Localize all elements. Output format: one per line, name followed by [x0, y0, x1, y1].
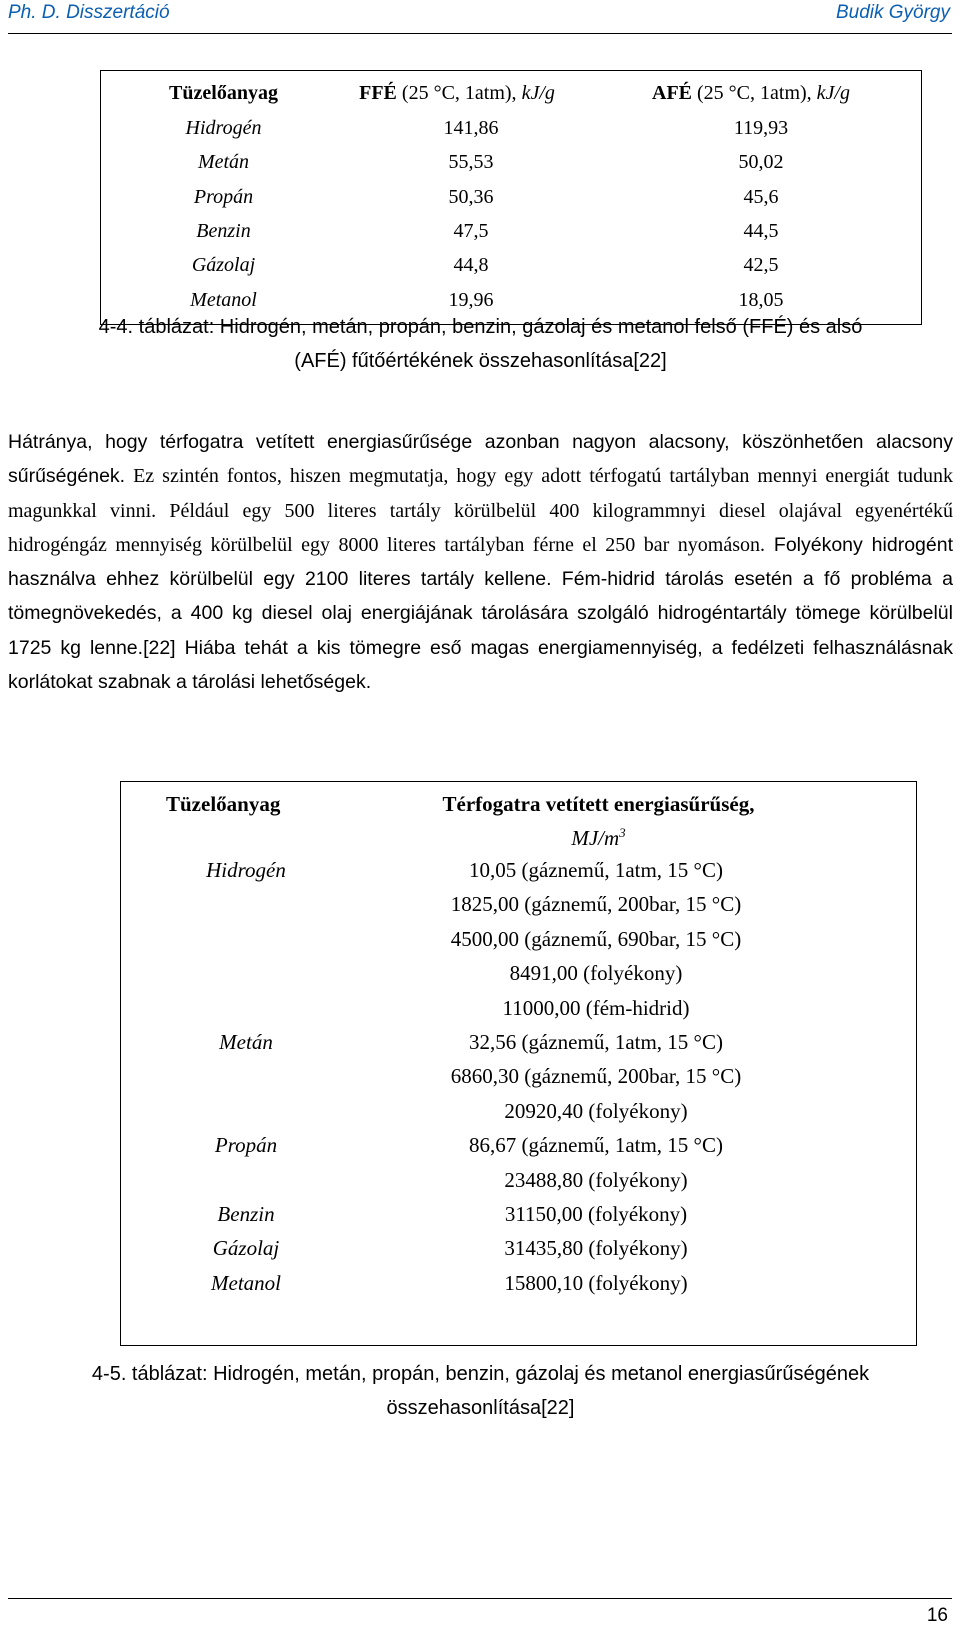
ffe-cell: 19,96: [448, 288, 494, 311]
body-paragraph: Hátránya, hogy térfogatra vetített energiasűrűsége azonban nagyon alacsony, köszönhetően alacsony sűrűségének. Ez szintén fontos, hiszen megmutatja, hogy egy adott térfogatú tartályban mennyi energiát tudunk magunkkal vinni. Például egy 500 literes tartály körülbelül 400 kilogrammnyi diesel olajával egyenértékű hidrogéngáz mennyiség körülbelül egy 8000 literes tartályban férne el 250 bar nyomáson. Folyékony hidrogént használva ehhez körülbelül egy 2100 literes tartály kellene. Fém-hidrid tárolás esetén a fő probléma a tömegnövekedés, a 400 kg diesel olaj energiájának tárolására szolgáló hidrogéntartály tömege körülbelül 1725 kg lenne.[22] Hiába tehát a kis tömegre eső magas energiamennyiség, a fedélzeti felhasználásnak korlátokat szabnak a tárolási lehetőségek.: [8, 431, 953, 694]
ffe-cell: 44,8: [453, 254, 489, 277]
density-value: 20920,40 (folyékony): [504, 1098, 688, 1123]
table-row: [101, 215, 921, 249]
density-value: 4500,00 (gáznemű, 690bar, 15 °C): [450, 926, 742, 951]
density-value: 23488,80 (folyékony): [504, 1167, 688, 1192]
density-value: 31150,00 (folyékony): [504, 1202, 688, 1226]
header-density: Térfogatra vetített energiasűrűség, $MJ/m^3$: [442, 792, 755, 850]
header-fuel: Tüzelőanyag: [169, 82, 278, 104]
afe-cell: 42,5: [743, 254, 779, 277]
density-value: 11000,00 (fém-hidrid): [502, 995, 690, 1020]
footer-rule: [8, 1598, 952, 1599]
density-value: 31435,80 (folyékony): [504, 1236, 688, 1261]
fuel-cell: Gázolaj: [212, 1236, 280, 1261]
fuel-cell: Propán: [193, 185, 254, 208]
fuel-cell: Metán: [219, 1030, 273, 1054]
density-value: 32,56 (gáznemű, 1atm, 15 °C): [469, 1030, 723, 1054]
density-value: 8491,00 (folyékony): [509, 961, 683, 986]
heating-value-table: [100, 70, 922, 325]
table1-caption: 4-4. táblázat: Hidrogén, metán, propán, benzin, gázolaj és metanol felső (FFÉ) és alsó (AFÉ) fűtőértékének összehasonlítása[22]: [98, 316, 863, 372]
header-author: Budik György: [835, 2, 950, 23]
fuel-cell: Propán: [214, 1133, 278, 1158]
ffe-cell: 141,86: [443, 117, 499, 139]
density-value: 15800,10 (folyékony): [504, 1270, 688, 1295]
afe-cell: 119,93: [733, 117, 789, 139]
table-row: [101, 249, 921, 283]
ffe-cell: 50,36: [448, 185, 494, 208]
ffe-cell: 55,53: [448, 151, 494, 174]
header-ffe: FFÉ (25 °C, 1atm), kJ/g: [359, 82, 555, 104]
table-header-row: [101, 77, 921, 111]
table-row: [101, 181, 921, 215]
density-value: 6860,30 (gáznemű, 200bar, 15 °C): [450, 1064, 742, 1089]
density-value: 86,67 (gáznemű, 1atm, 15 °C): [469, 1133, 723, 1158]
header-title: Ph. D. Disszertáció: [8, 2, 170, 23]
fuel-cell: Gázolaj: [191, 254, 256, 277]
fuel-cell: Metán: [197, 151, 250, 174]
table-row: [101, 112, 921, 146]
fuel-cell: Hidrogén: [185, 117, 262, 139]
table2-caption: 4-5. táblázat: Hidrogén, metán, propán, benzin, gázolaj és metanol energiasűrűségének összehasonlítása[22]: [91, 1363, 870, 1419]
afe-cell: 45,6: [743, 185, 779, 208]
fuel-cell: Hidrogén: [206, 858, 286, 882]
afe-cell: 50,02: [738, 151, 784, 174]
table-row: [101, 146, 921, 180]
density-value: 1825,00 (gáznemű, 200bar, 15 °C): [450, 892, 742, 917]
fuel-cell: Benzin: [196, 219, 251, 242]
ffe-cell: 47,5: [453, 219, 489, 242]
header-fuel: Tüzelőanyag: [166, 792, 281, 816]
fuel-cell: Metanol: [211, 1270, 281, 1295]
afe-cell: 18,05: [738, 288, 784, 311]
fuel-cell: Benzin: [217, 1202, 275, 1226]
density-value: 10,05 (gáznemű, 1atm, 15 °C): [469, 858, 723, 882]
header-afe: AFÉ (25 °C, 1atm), kJ/g: [652, 82, 850, 104]
energy-density-table: [120, 781, 917, 1346]
fuel-cell: Metanol: [190, 288, 257, 311]
afe-cell: 44,5: [743, 219, 779, 242]
page-number: 16: [926, 1605, 948, 1626]
page-header: [8, 0, 952, 34]
